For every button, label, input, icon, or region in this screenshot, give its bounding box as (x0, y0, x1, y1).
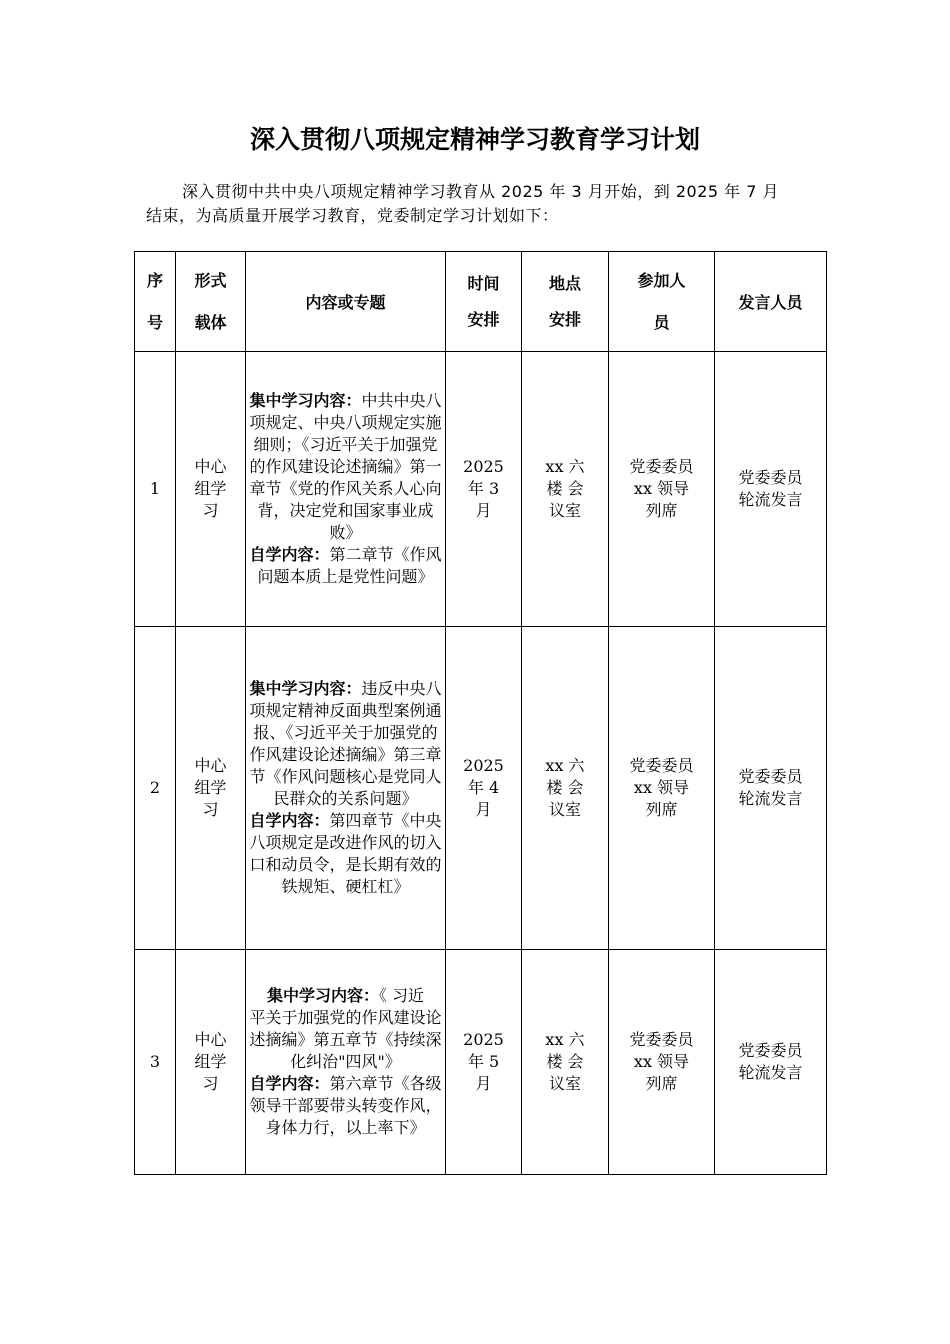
cell-time (446, 950, 522, 1175)
cell-speakers (715, 352, 827, 627)
cell-attendees (609, 627, 715, 950)
cell-form (176, 352, 246, 627)
cell-attendees-text: 党委委员 xx 领导 列席 (629, 457, 694, 520)
cell-content (246, 352, 446, 627)
header-place (522, 252, 609, 352)
header-row (135, 252, 827, 352)
cell-time-text: 2025 年 5 月 (463, 1030, 504, 1093)
cell-time-text: 2025 年 4 月 (463, 756, 504, 819)
cell-place-text: xx 六 楼 会 议室 (545, 457, 585, 520)
cell-speakers-text: 党委委员 轮流发言 (738, 468, 803, 509)
cell-attendees (609, 950, 715, 1175)
cell-speakers-text: 党委委员 轮流发言 (738, 767, 803, 808)
cell-place (522, 627, 609, 950)
focus-text: 《 习近 平关于加强党的作风建设论述摘编》第五章节《持续深化纠治"四风"》 (249, 986, 442, 1071)
focus-label: 集中学习内容： (249, 391, 362, 410)
header-attendees (609, 252, 715, 352)
header-speakers: 发言人员 (715, 252, 827, 352)
header-place-line1: 地点 (548, 273, 581, 293)
document-title: 深入贯彻八项规定精神学习教育学习计划 (249, 125, 700, 154)
header-seq-line1: 序 (146, 270, 163, 290)
self-study-label: 自学内容： (249, 545, 330, 564)
cell-place (522, 950, 609, 1175)
cell-attendees (609, 352, 715, 627)
cell-speakers-text: 党委委员 轮流发言 (738, 1041, 803, 1082)
study-plan-table (134, 251, 827, 1175)
cell-form (176, 950, 246, 1175)
cell-attendees-text: 党委委员 xx 领导 列席 (629, 1030, 694, 1093)
cell-form (176, 627, 246, 950)
cell-speakers (715, 950, 827, 1175)
cell-place-text: xx 六 楼 会 议室 (545, 756, 585, 819)
header-time (446, 252, 522, 352)
header-seq-line2: 号 (146, 312, 163, 332)
header-attendees-line1: 参加人 (637, 270, 686, 290)
cell-form-text: 中心 组学 习 (194, 457, 227, 520)
self-study-text: 第六章节《各级领导干部要带头转变作风，身体力行，以上率下》 (249, 1074, 442, 1137)
header-time-line2: 安排 (467, 309, 500, 329)
focus-text: 中共中央八项规定、中央八项规定实施细则；《习近平关于加强党的作风建设论述摘编》第一章节《党的作风关系人心向背，决定党和国家事业成败》 (249, 391, 442, 542)
focus-label: 集中学习内容： (266, 986, 379, 1005)
cell-content (246, 950, 446, 1175)
header-form-line1: 形式 (194, 270, 227, 290)
cell-time (446, 352, 522, 627)
header-time-line1: 时间 (467, 273, 500, 293)
cell-form-text: 中心 组学 习 (194, 756, 227, 819)
header-attendees-line2: 员 (653, 312, 670, 332)
header-content: 内容或专题 (246, 252, 446, 352)
focus-label: 集中学习内容： (249, 679, 362, 698)
self-study-label: 自学内容： (249, 811, 330, 830)
self-study-label: 自学内容： (249, 1074, 330, 1093)
table-row (135, 627, 827, 950)
table-row (135, 950, 827, 1175)
cell-form-text: 中心 组学 习 (194, 1030, 227, 1093)
header-form-line2: 载体 (194, 312, 227, 332)
header-seq (135, 252, 176, 352)
table-row (135, 352, 827, 627)
cell-time (446, 627, 522, 950)
cell-seq: 1 (135, 352, 176, 627)
cell-seq: 3 (135, 950, 176, 1175)
cell-speakers (715, 627, 827, 950)
cell-place (522, 352, 609, 627)
header-form (176, 252, 246, 352)
self-study-text: 第四章节《中央八项规定是改进作风的切入口和动员令，是长期有效的铁规矩、硬杠杠》 (249, 811, 442, 896)
intro-paragraph: 深入贯彻中共中央八项规定精神学习教育从 2025 年 3 月开始，到 2025 年 7 月结束，为高质量开展学习教育，党委制定学习计划如下： (146, 182, 779, 225)
cell-attendees-text: 党委委员 xx 领导 列席 (629, 756, 694, 819)
self-study-text: 第二章节《作风问题本质上是党性问题》 (257, 545, 442, 586)
cell-place-text: xx 六 楼 会 议室 (545, 1030, 585, 1093)
focus-text: 违反中央八项规定精神反面典型案例通报、《习近平关于加强党的作风建设论述摘编》第三章节《作风问题核心是党同人民群众的关系问题》 (249, 679, 442, 808)
cell-content (246, 627, 446, 950)
header-place-line2: 安排 (548, 309, 581, 329)
cell-time-text: 2025 年 3 月 (463, 457, 504, 520)
cell-seq: 2 (135, 627, 176, 950)
